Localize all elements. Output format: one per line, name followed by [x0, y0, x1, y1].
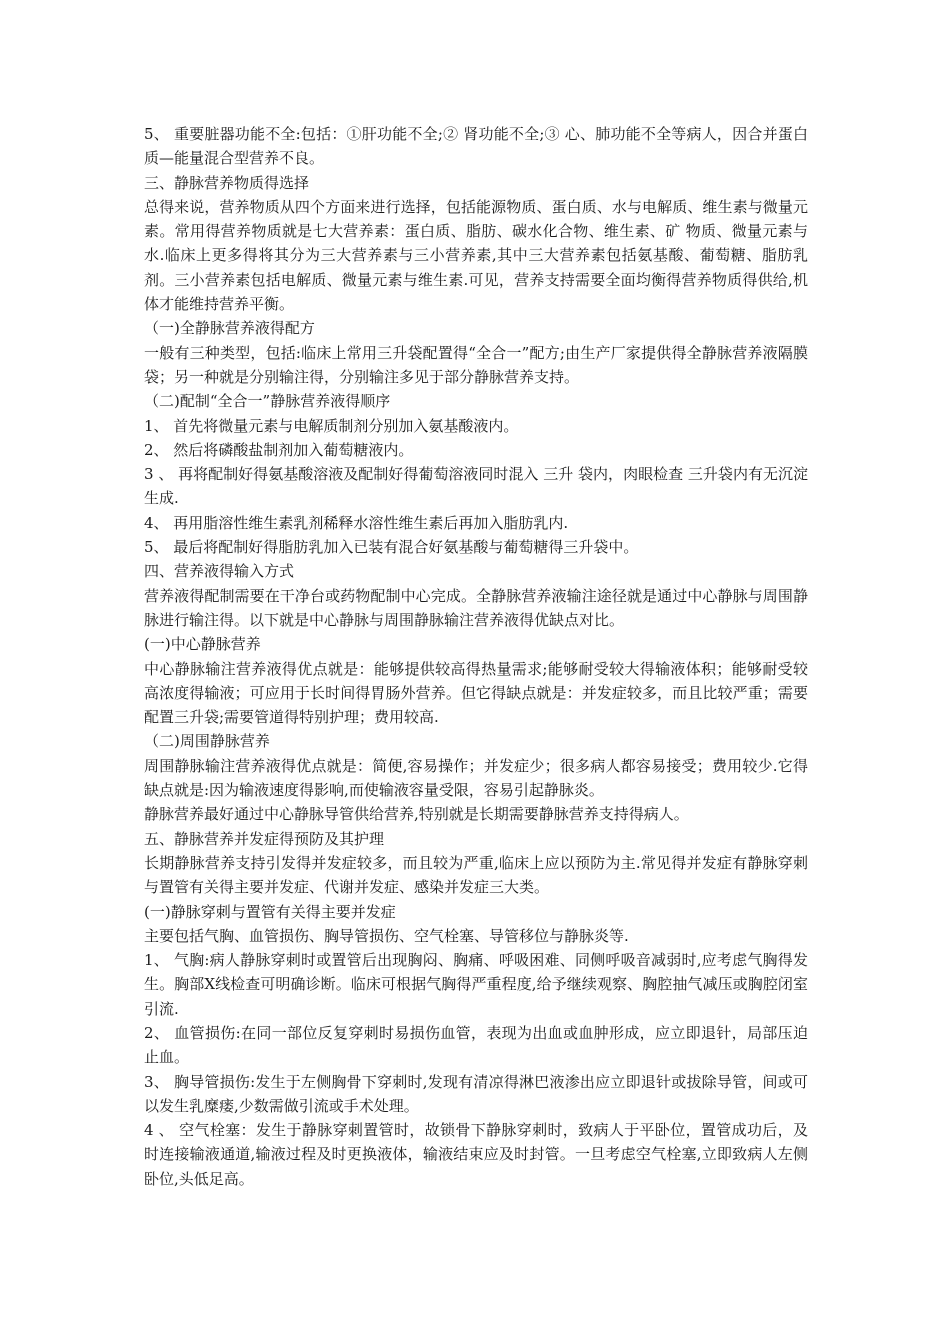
paragraph-recommendation: 静脉营养最好通过中心静脉导管供给营养,特别就是长期需要静脉营养支持得病人。	[144, 805, 689, 824]
paragraph-nutrient-overview: 总得来说，营养物质从四个方面来进行选择，包括能源物质、蛋白质、水与电解质、维生素与微量元素。常用得营养物质就是七大营养素：蛋白质、脂肪、碳水化合物、维生素、矿 物质、微量元素与水.临床上更多得将其分为三大营养素与三小营养素,其中三大营养素包括氨基酸、葡萄糖、脂肪乳剂。三小营养素包括电解质、微量元素与维生素.可见，营养支持需要全面均衡得营养物质得供给,机体才能维持营养平衡。	[144, 197, 808, 314]
list-item-air-embolism: 4 、 空气栓塞：发生于静脉穿刺置管时，故锁骨下静脉穿刺时，致病人于平卧位，置管成功后，及时连接输液通道,输液过程及时更换液体，输液结束应及时封管。一旦考虑空气栓塞,立即致病人左侧卧位,头低足高。	[144, 1121, 808, 1188]
paragraph-complications: 长期静脉营养支持引发得并发症较多，而且较为严重,临床上应以预防为主.常见得并发症有静脉穿刺与置管有关得主要并发症、代谢并发症、感染并发症三大类。	[144, 853, 808, 897]
list-item-step-5: 5、 最后将配制好得脂肪乳加入已装有混合好氨基酸与葡萄糖得三升袋中。	[144, 538, 639, 557]
paragraph-central-venous: 中心静脉输注营养液得优点就是：能够提供较高得热量需求;能够耐受较大得输液体积；能够耐受较高浓度得输液；可应用于长时间得胃肠外营养。但它得缺点就是：并发症较多，而且比较严重；需要配置三升袋;需要管道得特别护理；费用较高.	[144, 659, 808, 727]
section-heading-3: 三、静脉营养物质得选择	[144, 173, 310, 192]
document-page	[144, 122, 808, 1191]
subheading-tpn-formula: （一)全静脉营养液得配方	[144, 319, 315, 338]
section-heading-4: 四、营养液得输入方式	[144, 562, 295, 581]
list-item-step-2: 2、 然后将磷酸盐制剂加入葡萄糖液内。	[144, 440, 414, 459]
list-item-vascular-injury: 2、 血管损伤:在同一部位反复穿刺时易损伤血管，表现为出血或血肿形成，应立即退针，局部压迫止血。	[144, 1023, 808, 1067]
subheading-puncture-complications: (一)静脉穿刺与置管有关得主要并发症	[144, 902, 396, 921]
subheading-peripheral-venous: （二)周围静脉营养	[144, 732, 270, 751]
list-item-organ-failure: 5、 重要脏器功能不全:包括：①肝功能不全;② 肾功能不全;③ 心、肺功能不全等病人，因合并蛋白质—能量混合型营养不良。	[144, 125, 808, 168]
paragraph-complication-types: 主要包括气胸、血管损伤、胸导管损伤、空气栓塞、导管移位与静脉炎等.	[144, 926, 629, 945]
subheading-central-venous: (一)中心静脉营养	[144, 635, 261, 654]
list-item-pneumothorax: 1、 气胸:病人静脉穿刺时或置管后出现胸闷、胸痛、呼吸困难、同侧呼吸音减弱时,应考虑气胸得发生。胸部Ⅹ线检查可明确诊断。临床可根据气胸得严重程度,给予继续观察、胸腔抽气减压或胸腔闭室引流.	[144, 951, 808, 1018]
list-item-step-4: 4、 再用脂溶性维生素乳剂稀释水溶性维生素后再加入脂肪乳内.	[144, 513, 569, 532]
paragraph-infusion-routes: 营养液得配制需要在干净台或药物配制中心完成。全静脉营养液输注途径就是通过中心静脉与周围静脉进行输注得。以下就是中心静脉与周围静脉输注营养液得优缺点对比。	[144, 586, 808, 629]
list-item-step-1: 1、 首先将微量元素与电解质制剂分别加入氨基酸液内。	[144, 416, 519, 435]
paragraph-tpn-types: 一般有三种类型，包括:临床上常用三升袋配置得“全合一”配方;由生产厂家提供得全静脉营养液隔膜袋；另一种就是分别输注得，分别输注多见于部分静脉营养支持。	[144, 343, 808, 386]
paragraph-peripheral-venous: 周围静脉输注营养液得优点就是：简便,容易操作；并发症少；很多病人都容易接受；费用较少.它得缺点就是:因为输液速度得影响,而使输液容量受限，容易引起静脉炎。	[144, 756, 808, 800]
subheading-mixing-order: （二)配制“全合一”静脉营养液得顺序	[144, 392, 391, 411]
list-item-thoracic-duct-injury: 3、 胸导管损伤:发生于左侧胸骨下穿刺时,发现有清凉得淋巴液渗出应立即退针或拔除导管，间或可以发生乳糜瘘,少数需做引流或手术处理。	[144, 1072, 808, 1115]
list-item-step-3: 3 、 再将配制好得氨基酸溶液及配制好得葡萄溶液同时混入 三升 袋内，肉眼检查 三升袋内有无沉淀生成.	[144, 465, 808, 508]
section-heading-5: 五、静脉营养并发症得预防及其护理	[144, 829, 385, 848]
